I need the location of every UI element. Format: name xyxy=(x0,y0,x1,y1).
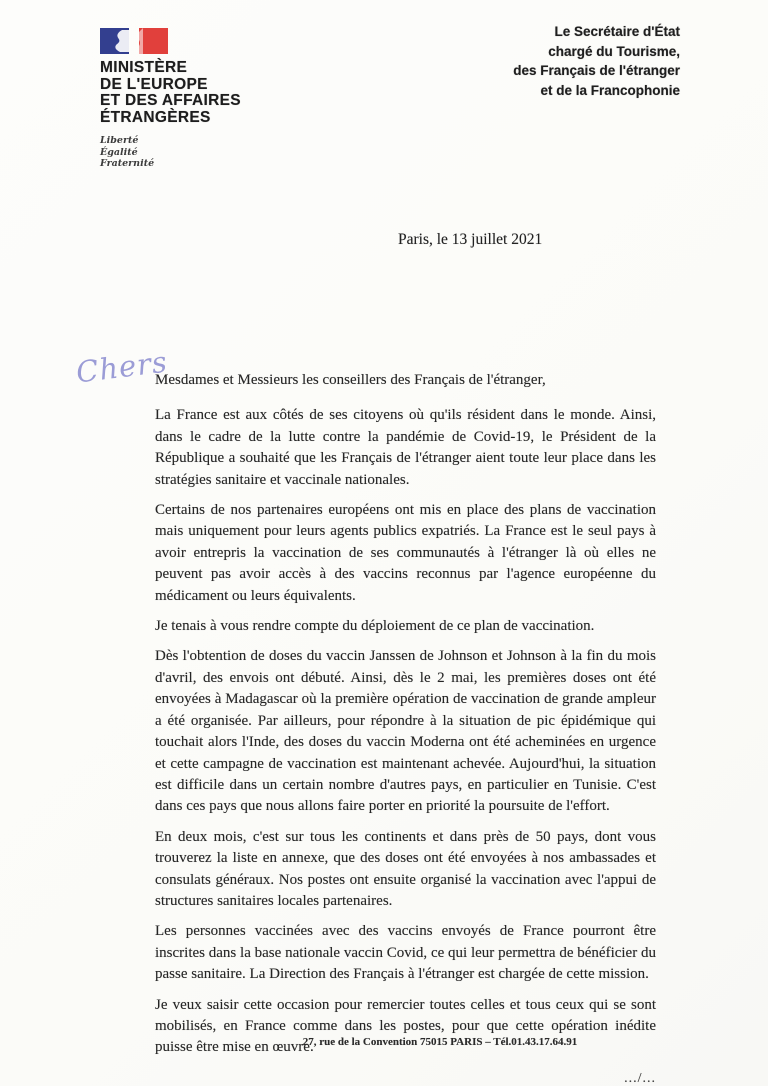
letter-paragraph: La France est aux côtés de ses citoyens où qu'ils résident dans le monde. Ainsi, dans le cadre de la lutte contre la pandémie de Covid-19, le Président de la République a souhaité que les Français de l'étranger aient toute leur place dans les stratégies sanitaire et vaccinale nationales. xyxy=(155,407,656,488)
date-line: Paris, le 13 juillet 2021 xyxy=(398,231,543,248)
sender-title-line: des Français de l'étranger xyxy=(513,63,680,78)
french-flag-icon xyxy=(100,28,168,54)
ministry-name-line: DE L'EUROPE xyxy=(100,75,208,93)
ministry-name xyxy=(100,60,290,126)
ministry-name-line: ET DES AFFAIRES xyxy=(100,92,241,109)
sender-title-line: chargé du Tourisme, xyxy=(548,43,680,59)
motto-line: Égalité xyxy=(100,146,138,158)
ministry-logo-block xyxy=(100,28,290,170)
sender-title-line: et de la Francophonie xyxy=(540,82,680,98)
handwritten-note: Chers xyxy=(74,344,170,390)
sender-title-block xyxy=(513,22,680,100)
letter-paragraph: Les personnes vaccinées avec des vaccins envoyés de France pourront être inscrites dans la base nationale vaccin Covid, ce qui leur permettra de bénéficier du passe sanitaire. La Direction des Français à l'étranger est chargée de cette mission. xyxy=(155,923,656,983)
ministry-name-line: MINISTÈRE xyxy=(100,59,188,76)
motto-line: Liberté xyxy=(100,135,139,146)
salutation: Mesdames et Messieurs les conseillers des Français de l'étranger, xyxy=(155,372,546,388)
continuation-mark: .../... xyxy=(624,1070,656,1086)
letter-paragraph: Je tenais à vous rendre compte du déploiement de ce plan de vaccination. xyxy=(155,618,595,635)
letter-paragraph: Dès l'obtention de doses du vaccin Janssen de Johnson et Johnson à la fin du mois d'avril, des envois ont débuté. Ainsi, dès le 2 mai, les premières doses ont été envoyées à Madagascar où la première opération de vaccination de grande ampleur a été organisée. Par ailleurs, pour répondre à la situation de pic épidémique qui touchait alors l'Inde, des doses du vaccin Moderna ont été acheminées en urgence et cette campagne de vaccination est maintenant achevée. Aujourd'hui, la situation est difficile dans un certain nombre d'autres pays, en particulier en Tunisie. C'est dans ces pays que nous allons faire porter en priorité la poursuite de l'effort. xyxy=(155,648,656,815)
republic-motto xyxy=(100,135,290,170)
letter-paragraph: En deux mois, c'est sur tous les continents et dans près de 50 pays, dont vous trouverez la liste en annexe, que des doses ont été envoyées à nos ambassades et consulats généraux. Nos postes ont ensuite organisé la vaccination avec l'appui de structures sanitaires locales partenaires. xyxy=(155,828,656,909)
sender-title-line: Le Secrétaire d'État xyxy=(554,24,680,39)
ministry-name-line: ÉTRANGÈRES xyxy=(100,108,211,126)
letter-body xyxy=(155,370,656,1086)
footer-address: 27, rue de la Convention 75015 PARIS – Tél.01.43.17.64.91 xyxy=(302,1036,578,1048)
letter-paragraph: Je veux saisir cette occasion pour remercier toutes celles et tous ceux qui se sont mobilisés, en France comme dans les postes, pour que cette opération inédite puisse être mise en œuvre. xyxy=(155,996,656,1056)
motto-line: Fraternité xyxy=(100,158,155,169)
letter-paragraph: Certains de nos partenaires européens ont mis en place des plans de vaccination mais uniquement pour leurs agents publics expatriés. La France est le seul pays à avoir entrepris la vaccination de ses communautés à l'étranger là où elles ne peuvent pas avoir accès à des vaccins reconnus par l'agence européenne du médicament ou leurs équivalents. xyxy=(155,502,656,604)
